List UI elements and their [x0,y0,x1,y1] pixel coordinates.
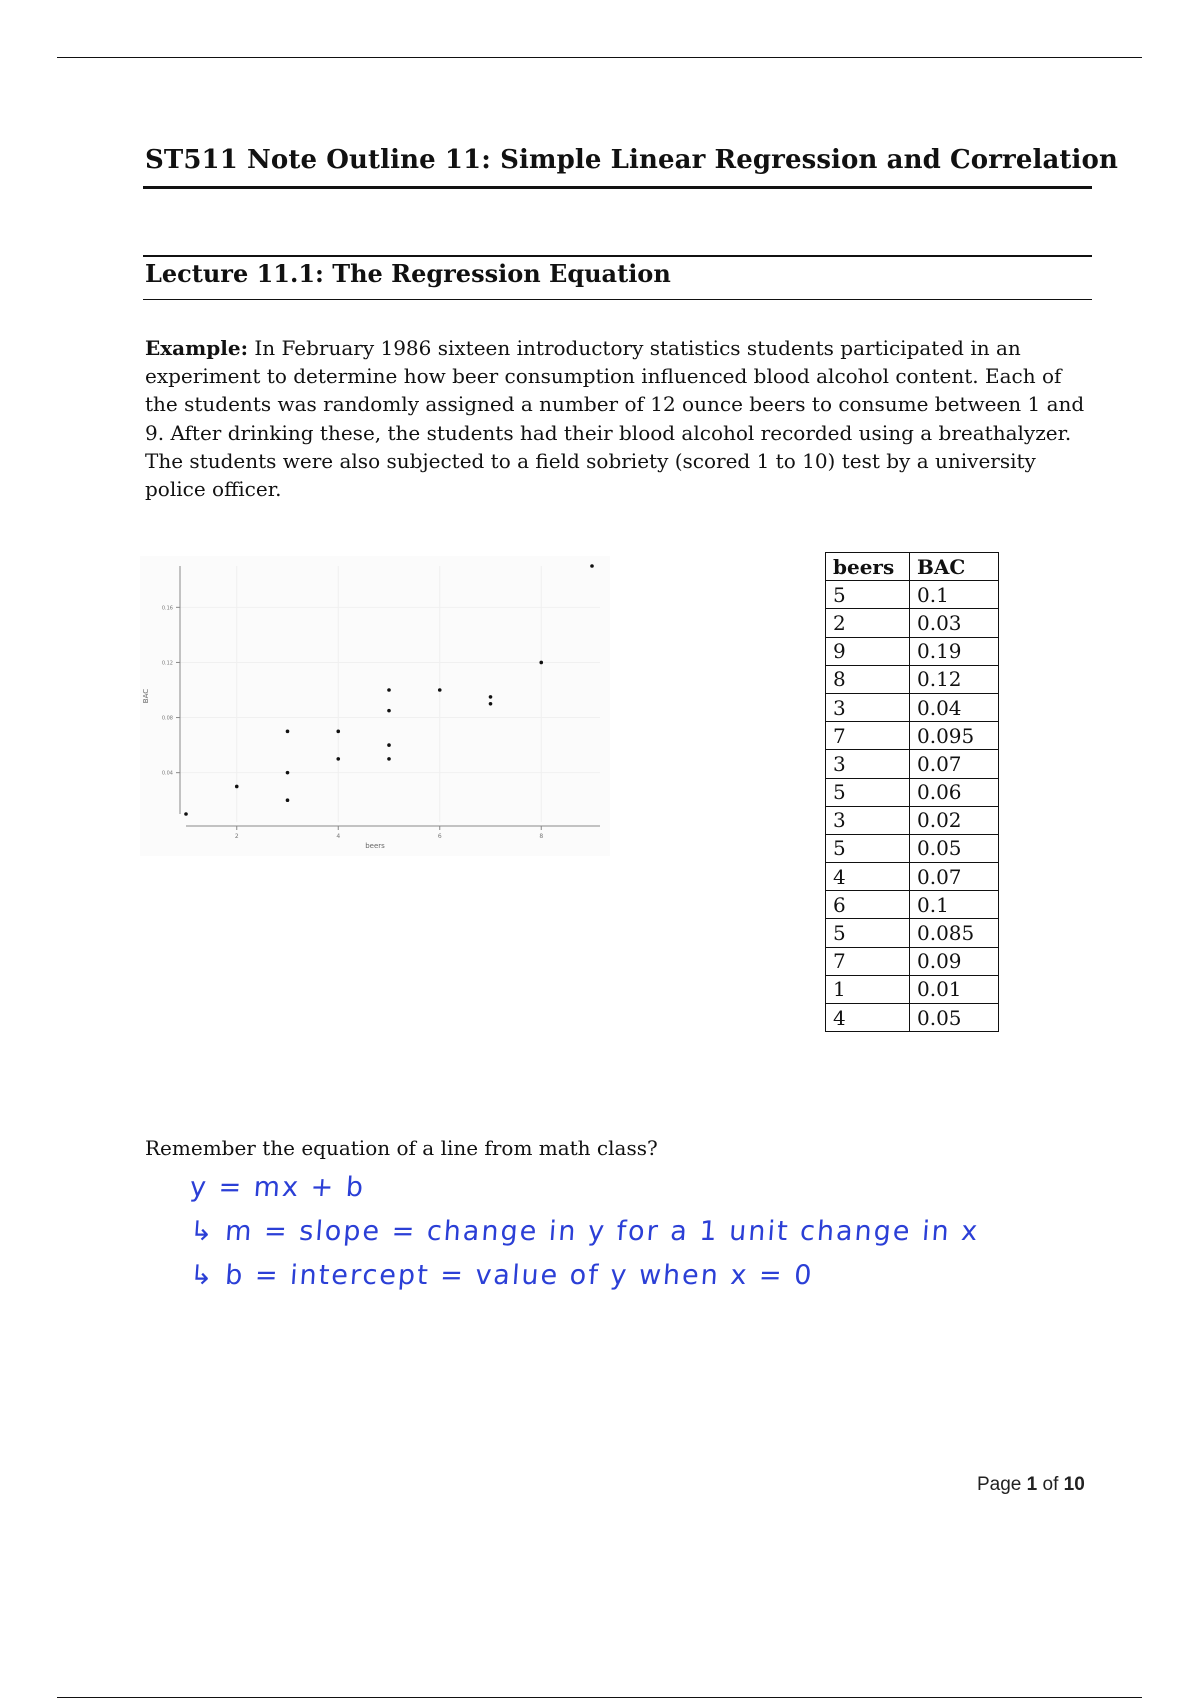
y-tick-label: 0.12 [161,660,173,667]
cell-beers: 7 [826,947,910,975]
y-tick-label: 0.08 [161,715,173,722]
table-row [826,581,999,609]
cell-beers: 5 [826,581,910,609]
data-point [539,661,543,665]
cell-beers: 1 [826,975,910,1003]
table-row [826,778,999,806]
table-row [826,919,999,947]
cell-bac: 0.02 [910,806,999,834]
data-point [184,812,188,816]
document-title: ST511 Note Outline 11: Simple Linear Regression and Correlation [145,145,1118,175]
table-row [826,975,999,1003]
cell-beers: 7 [826,722,910,750]
table-row [826,609,999,637]
table-row [826,834,999,862]
cell-beers: 6 [826,891,910,919]
x-tick-label: 6 [437,833,442,840]
cell-bac: 0.05 [910,834,999,862]
data-point [387,743,391,747]
cell-bac: 0.01 [910,975,999,1003]
page-label: Page [977,1474,1022,1495]
handwritten-line-intercept: ↳ b = intercept = value of y when x = 0 [188,1260,815,1291]
table-row [826,665,999,693]
table-header-row [826,553,999,581]
cell-bac: 0.03 [910,609,999,637]
cell-bac: 0.085 [910,919,999,947]
example-label: Example: [145,336,248,360]
data-point [489,702,493,706]
table-row [826,637,999,665]
plot-background [140,556,610,856]
lecture-heading-bottom-rule [143,299,1092,300]
data-point [336,757,340,761]
cell-bac: 0.09 [910,947,999,975]
y-tick-label: 0.04 [161,770,173,777]
cell-bac: 0.07 [910,863,999,891]
data-point [235,785,239,789]
cell-beers: 3 [826,693,910,721]
x-axis-label: beers [365,842,385,850]
page-bottom-rule [57,1697,1142,1698]
cell-beers: 4 [826,863,910,891]
table-row [826,947,999,975]
cell-bac: 0.04 [910,693,999,721]
scatter-plot [140,556,610,856]
lecture-heading: Lecture 11.1: The Regression Equation [145,259,671,288]
cell-bac: 0.05 [910,1004,999,1032]
cell-beers: 9 [826,637,910,665]
data-point [387,757,391,761]
table-row [826,806,999,834]
data-point [387,709,391,713]
title-underline [143,186,1092,189]
data-point [489,695,493,699]
example-text: In February 1986 sixteen introductory statistics students participated in an experiment to determine how beer consumption influenced blood alcohol content. Each of the students was randomly assigned a number of 12 ounce beers to consume between 1 and 9. After drinking these, the students had their blood alcohol recorded using a breathalyzer. The students were also subjected to a field sobriety (scored 1 to 10) test by a university police officer. [145,336,1085,502]
cell-beers: 2 [826,609,910,637]
page-footer [977,1474,1085,1496]
header-bac: BAC [910,553,999,581]
y-axis-label: BAC [142,688,150,704]
handwritten-line-equation: y = mx + b [188,1172,367,1203]
lecture-heading-top-rule [143,255,1092,257]
x-tick-label: 2 [234,833,239,840]
header-beers: beers [826,553,910,581]
data-point [336,730,340,734]
remember-prompt: Remember the equation of a line from math class? [145,1136,658,1160]
example-paragraph [145,334,1095,503]
table-row [826,722,999,750]
data-point [590,564,594,568]
cell-beers: 8 [826,665,910,693]
data-point [387,688,391,692]
cell-bac: 0.19 [910,637,999,665]
cell-bac: 0.06 [910,778,999,806]
cell-beers: 4 [826,1004,910,1032]
data-table [825,552,999,1032]
table-row [826,1004,999,1032]
data-point [286,771,290,775]
cell-bac: 0.12 [910,665,999,693]
cell-bac: 0.1 [910,891,999,919]
page-current: 1 [1026,1474,1038,1495]
of-label: of [1042,1474,1059,1495]
table-row [826,693,999,721]
x-tick-label: 8 [539,833,544,840]
page-total: 10 [1063,1474,1085,1495]
page-top-rule [57,57,1142,58]
cell-beers: 5 [826,919,910,947]
data-point [286,730,290,734]
table-row [826,750,999,778]
x-tick-label: 4 [336,833,341,840]
cell-bac: 0.07 [910,750,999,778]
cell-beers: 3 [826,806,910,834]
cell-bac: 0.095 [910,722,999,750]
cell-beers: 5 [826,834,910,862]
data-point [438,688,442,692]
handwritten-line-slope: ↳ m = slope = change in y for a 1 unit change in x [188,1216,981,1247]
table-row [826,891,999,919]
table-row [826,863,999,891]
y-tick-label: 0.16 [161,605,173,612]
cell-beers: 3 [826,750,910,778]
cell-bac: 0.1 [910,581,999,609]
cell-beers: 5 [826,778,910,806]
data-point [286,798,290,802]
